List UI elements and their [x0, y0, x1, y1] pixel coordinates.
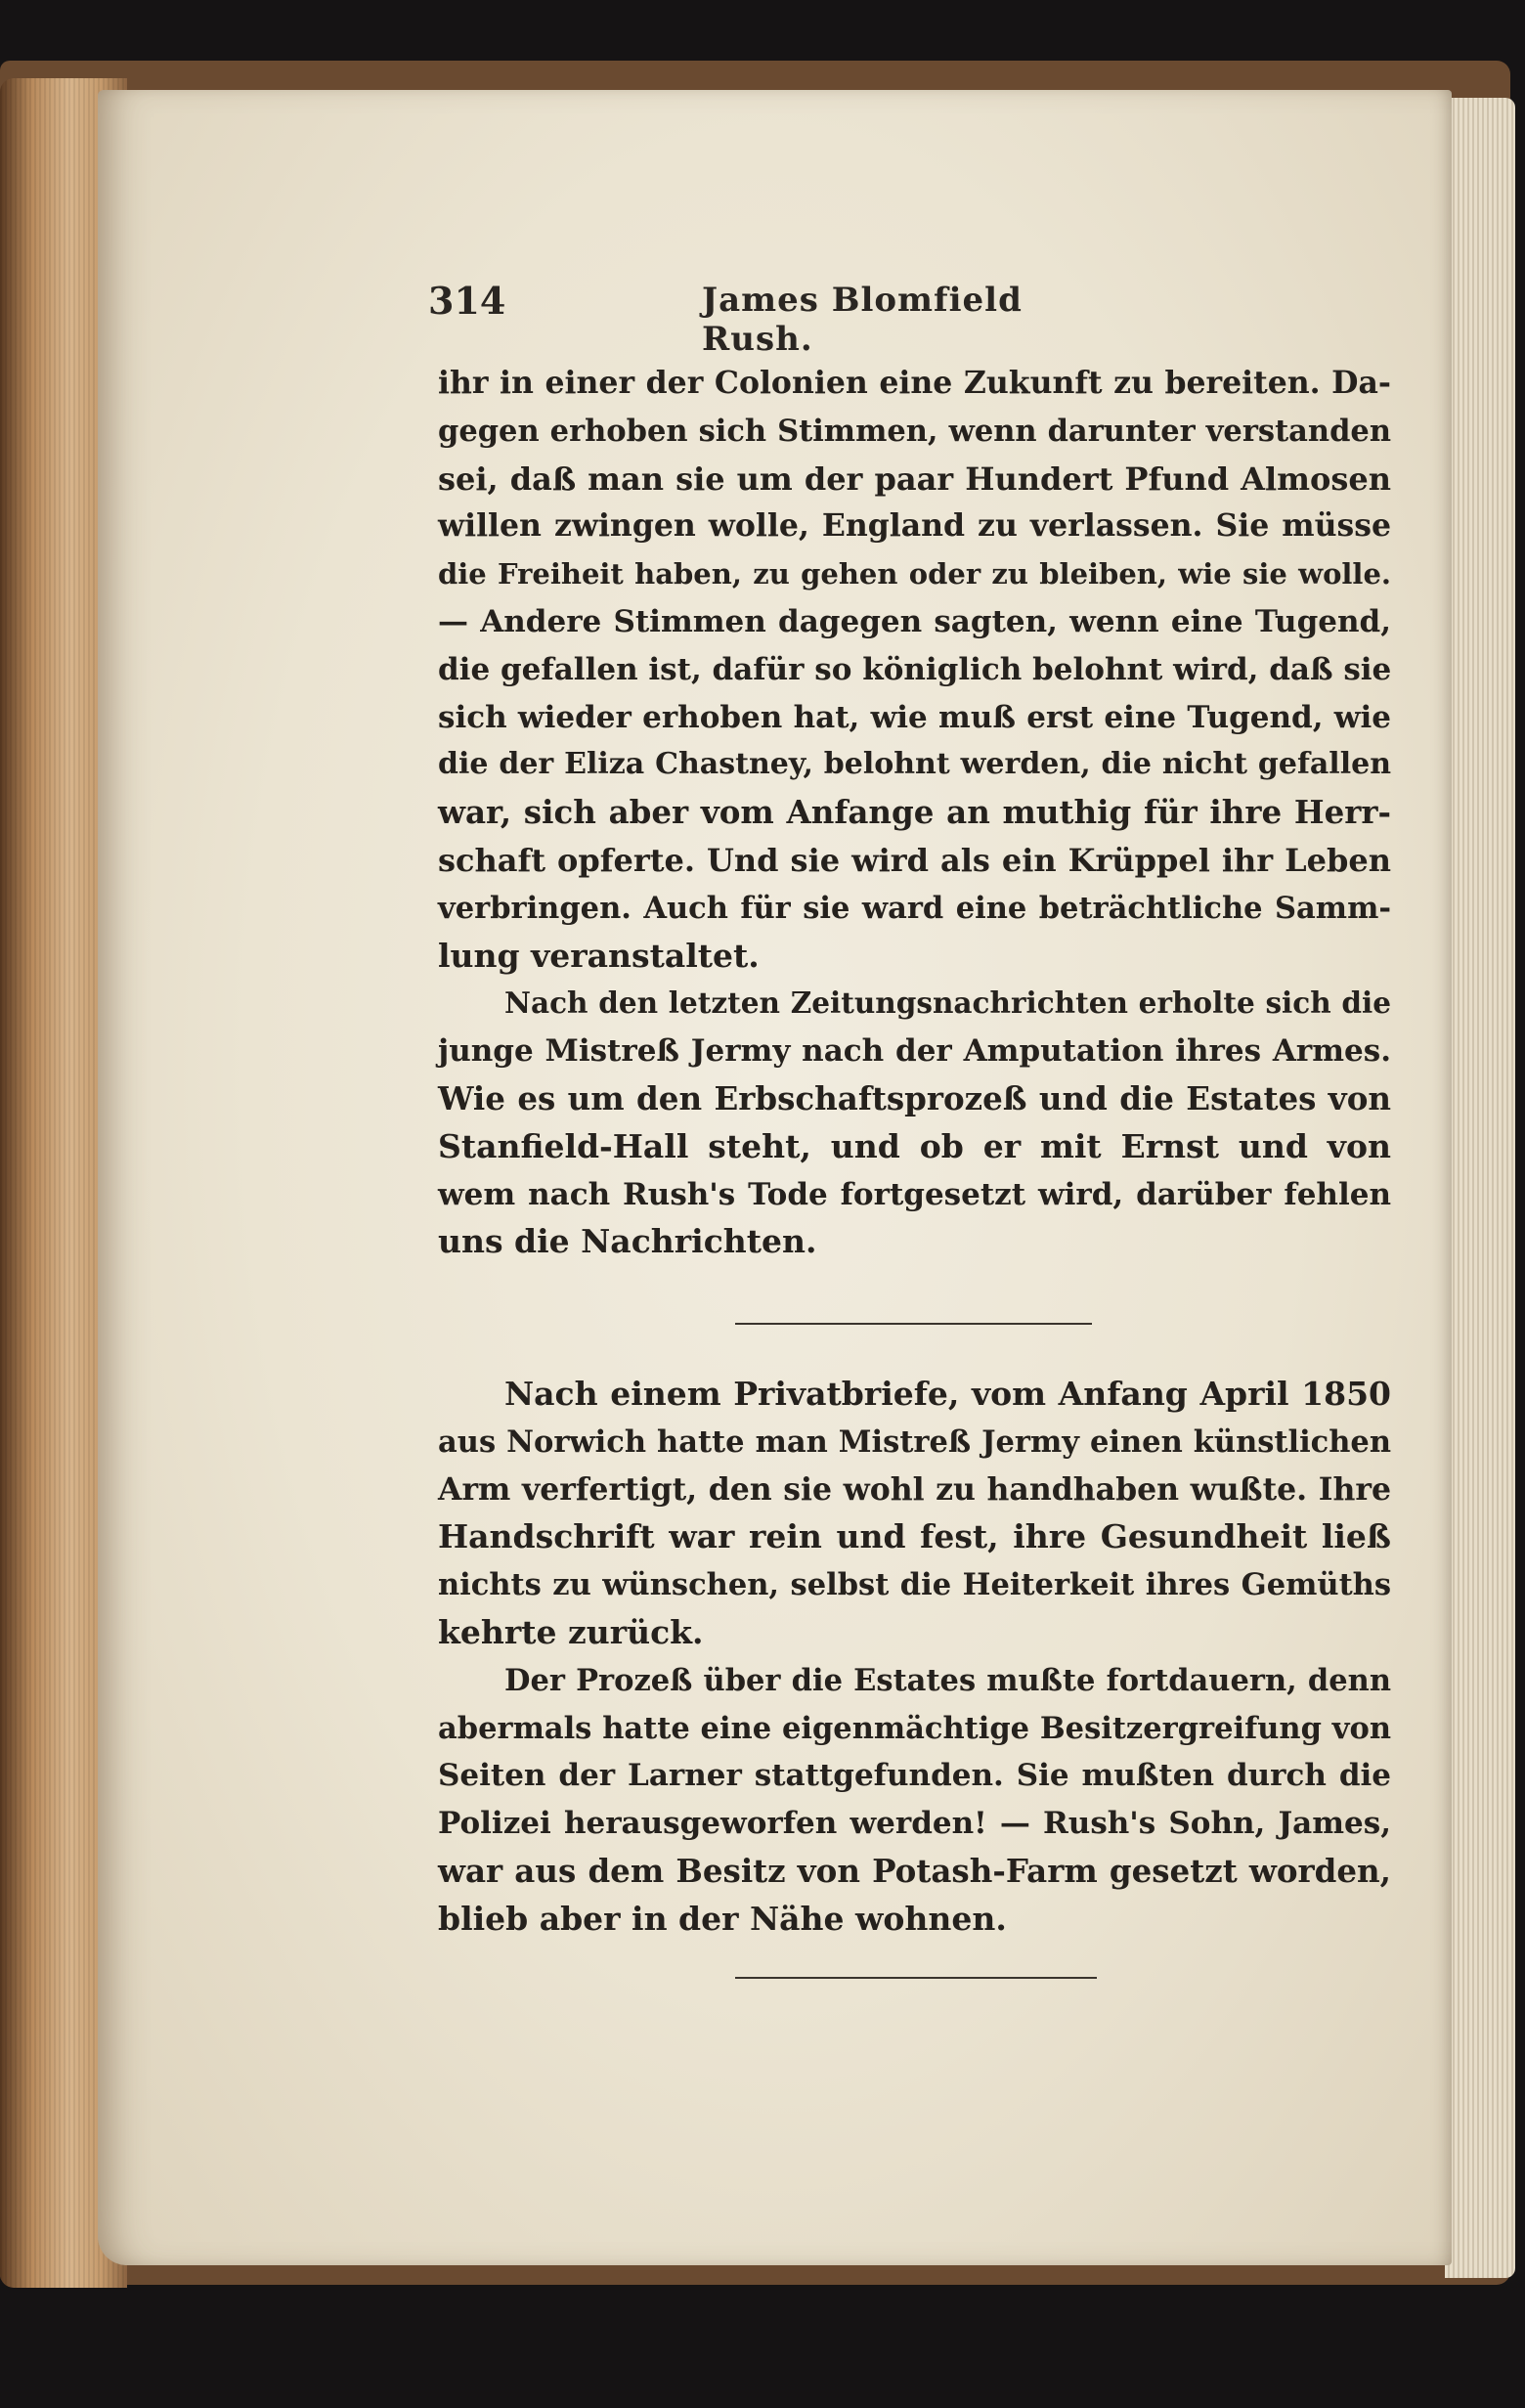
section-divider: [735, 1323, 1092, 1325]
text-line: gegen erhoben sich Stimmen, wenn darunter verstanden: [438, 413, 1391, 449]
text-line: kehrte zurück.: [438, 1612, 704, 1651]
paragraph-2: [438, 980, 1391, 1266]
text-block-lower: [438, 1371, 1391, 1944]
text-line: die Freiheit haben, zu gehen oder zu bleiben, wie sie wolle.: [438, 557, 1391, 591]
text-line: die gefallen ist, dafür so königlich belohnt wird, daß sie: [438, 651, 1392, 687]
text-line: ihr in einer der Colonien eine Zukunft zu bereiten. Da-: [438, 365, 1391, 401]
text-line: Handschrift war rein und fest, ihre Gesundheit ließ: [438, 1517, 1391, 1556]
text-line: Stanfield-Hall steht, und ob er mit Ernst und von: [438, 1126, 1391, 1165]
text-line: schaft opferte. Und sie wird als ein Krüppel ihr Leben: [438, 841, 1391, 879]
text-line: Arm verfertigt, den sie wohl zu handhaben wußte. Ihre: [438, 1470, 1391, 1508]
text-line: nichts zu wünschen, selbst die Heiterkeit ihres Gemüths: [438, 1567, 1391, 1603]
text-line: abermals hatte eine eigenmächtige Besitzergreifung von: [438, 1710, 1391, 1746]
running-title: James Blomfield Rush.: [702, 281, 1023, 359]
text-line: Der Prozeß über die Estates mußte fortdauern, denn: [504, 1662, 1391, 1698]
text-line: sich wieder erhoben hat, wie muß erst eine Tugend, wie: [438, 699, 1391, 735]
text-line: war aus dem Besitz von Potash-Farm gesetzt worden,: [438, 1851, 1391, 1890]
text-line: war, sich aber vom Anfange an muthig für ihre Herr-: [438, 793, 1391, 832]
paragraph-4: [438, 1657, 1391, 1944]
text-line: sei, daß man sie um der paar Hundert Pfund Almosen: [438, 460, 1391, 498]
text-line: blieb aber in der Nähe wohnen.: [438, 1899, 1007, 1938]
paragraph-1: [438, 360, 1391, 980]
text-line: Polizei herausgeworfen werden! — Rush's Sohn, James,: [438, 1806, 1391, 1842]
text-line: verbringen. Auch für sie ward eine beträchtliche Samm-: [438, 890, 1391, 926]
text-line: die der Eliza Chastney, belohnt werden, die nicht gefallen: [438, 747, 1391, 782]
text-line: wem nach Rush's Tode fortgesetzt wird, darüber fehlen: [438, 1176, 1391, 1212]
page-edges-right: [1445, 98, 1515, 2278]
text-line: junge Mistreß Jermy nach der Amputation ihres Armes.: [438, 1033, 1391, 1070]
text-line: — Andere Stimmen dagegen sagten, wenn eine Tugend,: [438, 603, 1391, 639]
text-line: willen zwingen wolle, England zu verlassen. Sie müsse: [438, 507, 1391, 545]
text-line: Seiten der Larner stattgefunden. Sie mußten durch die: [438, 1758, 1391, 1794]
text-block-upper: [438, 360, 1391, 1266]
text-line: Nach den letzten Zeitungsnachrichten erholte sich die: [504, 985, 1391, 1021]
text-line: lung veranstaltet.: [438, 936, 760, 975]
text-line: Wie es um den Erbschaftsprozeß und die Estates von: [438, 1078, 1391, 1117]
text-line: uns die Nachrichten.: [438, 1222, 817, 1261]
paragraph-3: [438, 1371, 1391, 1657]
end-divider: [735, 1977, 1097, 1979]
page-number: 314: [428, 279, 506, 323]
text-line: Nach einem Privatbriefe, vom Anfang April 1850: [504, 1375, 1391, 1413]
running-head: [428, 279, 1093, 359]
text-line: aus Norwich hatte man Mistreß Jermy einen künstlichen: [438, 1423, 1391, 1460]
